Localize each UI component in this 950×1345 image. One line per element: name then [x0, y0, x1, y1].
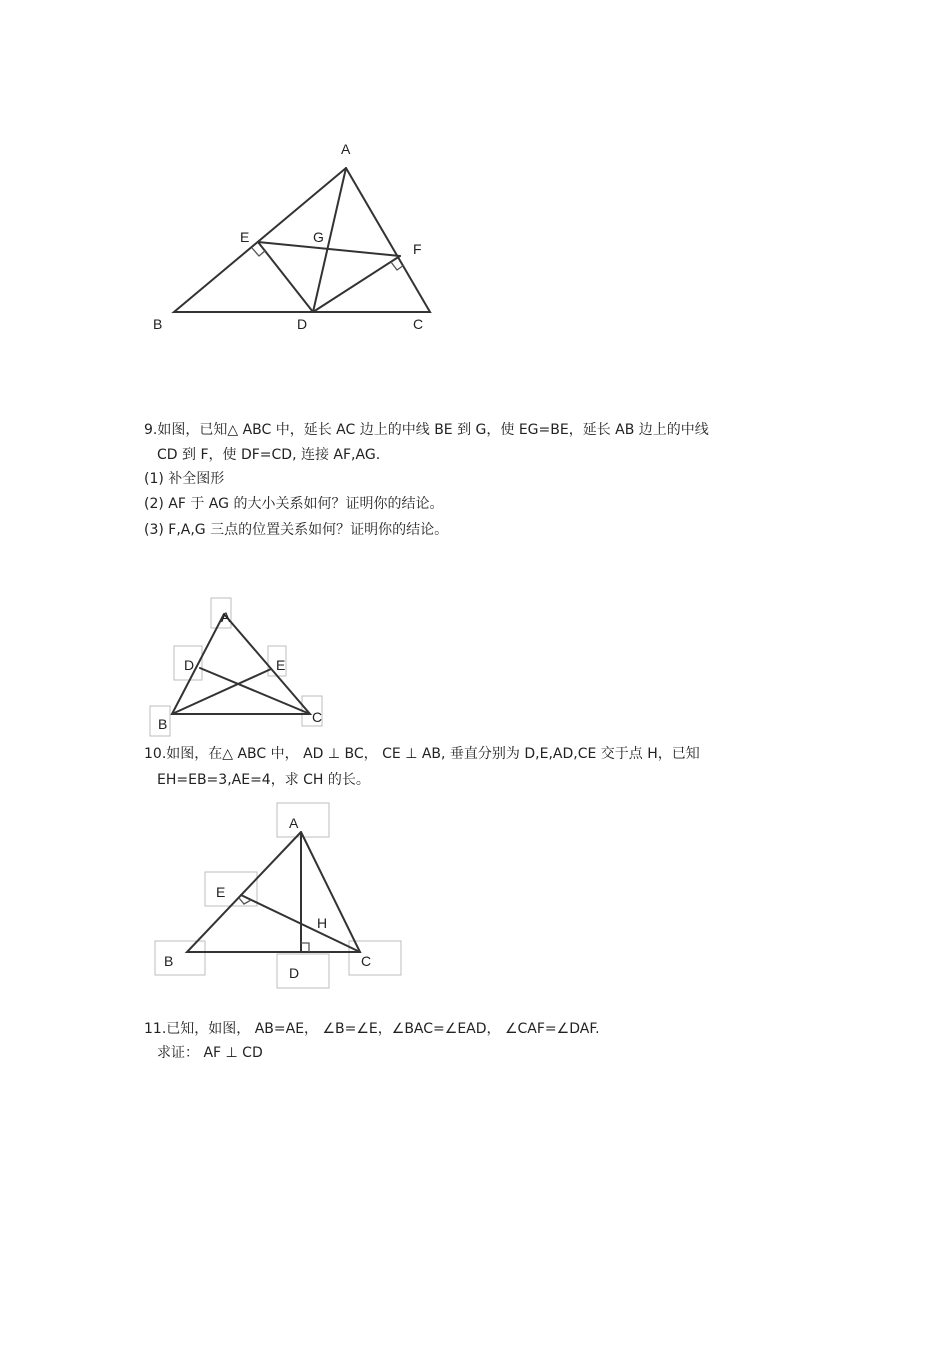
label-e: E — [240, 229, 250, 245]
problem-9-item-2: (2) AF 于 AG 的大小关系如何？证明你的结论。 — [144, 496, 444, 512]
figure-2-label-boxes — [150, 598, 322, 736]
figure-2-lines — [172, 614, 310, 714]
figure-3-label-boxes — [155, 803, 401, 988]
problem-11-line-2: 求证： AF ⊥ CD — [157, 1045, 263, 1061]
label-h: H — [317, 915, 328, 931]
label-d: D — [184, 657, 195, 673]
problem-9-line-1: 9.如图，已知△ ABC 中，延长 AC 边上的中线 BE 到 G，使 EG=BE，延长 AB 边上的中线 — [144, 422, 709, 438]
label-d: D — [289, 965, 300, 981]
problem-11-line-1: 11.已知，如图， AB=AE， ∠B=∠E，∠BAC=∠EAD， ∠CAF=∠DAF. — [144, 1021, 600, 1037]
label-b: B — [153, 316, 163, 332]
label-e: E — [216, 884, 226, 900]
label-f: F — [413, 241, 422, 257]
problem-9-line-2: CD 到 F，使 DF=CD, 连接 AF,AG. — [157, 447, 381, 463]
label-d: D — [297, 316, 308, 332]
problem-10-line-2: EH=EB=3,AE=4，求 CH 的长。 — [157, 772, 370, 788]
label-b: B — [164, 953, 174, 969]
label-c: C — [413, 316, 424, 332]
label-b: B — [158, 716, 168, 732]
figure-1-lines — [174, 168, 430, 312]
label-a: A — [289, 815, 299, 831]
label-a: A — [221, 609, 231, 625]
figure-3-lines — [187, 832, 360, 952]
problem-9-item-1: (1) 补全图形 — [144, 471, 225, 487]
label-c: C — [312, 709, 323, 725]
label-e: E — [276, 657, 286, 673]
label-g: G — [313, 229, 324, 245]
problem-10-line-1: 10.如图，在△ ABC 中， AD ⊥ BC， CE ⊥ AB, 垂直分别为 D,E,AD,CE 交于点 H，已知 — [144, 746, 700, 762]
label-c: C — [361, 953, 372, 969]
problem-9-item-3: (3) F,A,G 三点的位置关系如何？证明你的结论。 — [144, 522, 449, 538]
label-a: A — [341, 141, 351, 157]
